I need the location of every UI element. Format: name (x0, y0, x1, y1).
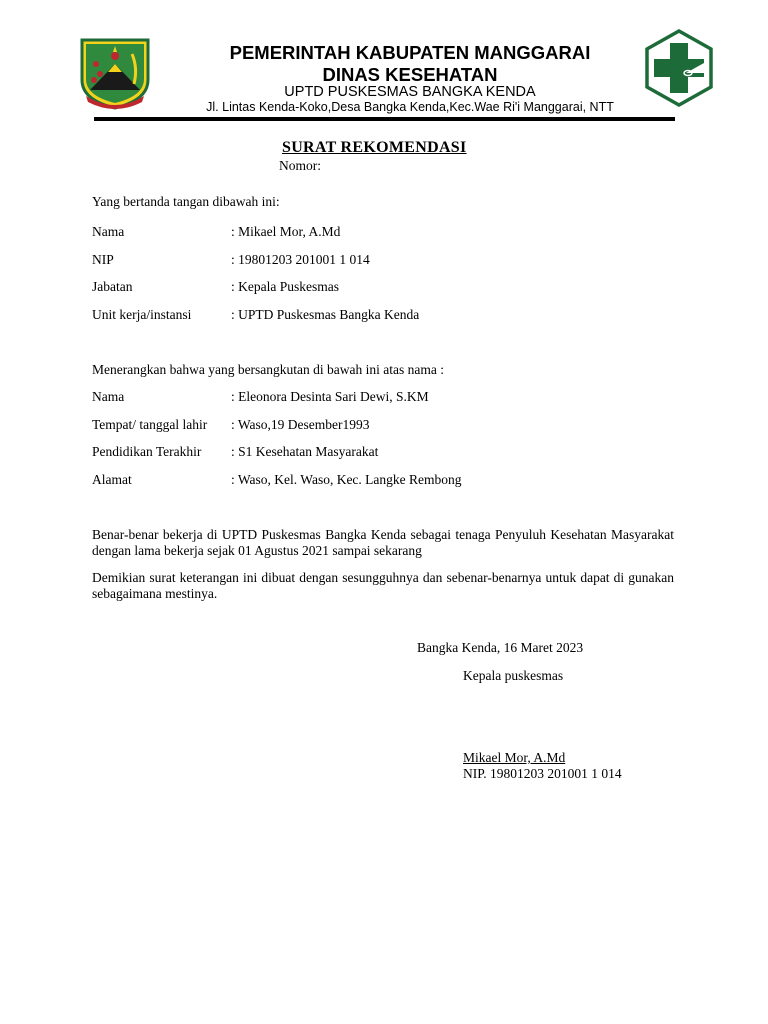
signer-unit-label: Unit kerja/instansi (92, 307, 192, 322)
signer-unit-value: : UPTD Puskesmas Bangka Kenda (231, 307, 420, 322)
signer-position-label: Jabatan (92, 279, 133, 294)
signer-nip-label: NIP (92, 252, 114, 267)
manggarai-regency-emblem-icon (76, 34, 154, 110)
signer-signature-nip: NIP. 19801203 201001 1 014 (463, 766, 622, 781)
signer-name-value: : Mikael Mor, A.Md (231, 224, 341, 239)
letterhead-divider (94, 117, 675, 121)
subject-name-value: : Eleonora Desinta Sari Dewi, S.KM (231, 389, 429, 404)
place-date: Bangka Kenda, 16 Maret 2023 (417, 640, 584, 655)
institution-address: Jl. Lintas Kenda-Koko,Desa Bangka Kenda,Kec.Wae Ri'i Manggarai, NTT (206, 100, 614, 114)
subject-address-label: Alamat (92, 472, 132, 487)
signer-name-label: Nama (92, 224, 125, 239)
department-title: DINAS KESEHATAN (322, 64, 498, 85)
subject-education-label: Pendidikan Terakhir (92, 444, 202, 459)
signer-position-value: : Kepala Puskesmas (231, 279, 339, 294)
letter-title: SURAT REKOMENDASI (282, 139, 467, 156)
institution-title: UPTD PUSKESMAS BANGKA KENDA (284, 84, 536, 100)
subject-intro-text: Menerangkan bahwa yang bersangkutan di bawah ini atas nama : (92, 362, 445, 377)
government-title: PEMERINTAH KABUPATEN MANGGARAI (229, 42, 591, 63)
signer-nip-value: : 19801203 201001 1 014 (231, 252, 370, 267)
closing-statement: Demikian surat keterangan ini dibuat dengan sesungguhnya dan sebenar-benarnya untuk dapat di gunakan sebagaimana mestinya. (92, 570, 674, 601)
employment-statement: Benar-benar bekerja di UPTD Puskesmas Bangka Kenda sebagai tenaga Penyuluh Kesehatan Masyarakat dengan lama bekerja sejak 01 Agustus 2021 sampai sekarang (92, 527, 674, 558)
intro-text: Yang bertanda tangan dibawah ini: (92, 194, 280, 209)
subject-education-value: : S1 Kesehatan Masyarakat (231, 444, 379, 459)
signer-signature-name: Mikael Mor, A.Md (463, 750, 566, 765)
subject-name-label: Nama (92, 389, 125, 404)
subject-birth-value: : Waso,19 Desember1993 (231, 417, 370, 432)
letter-number: Nomor: (279, 158, 321, 173)
subject-address-value: : Waso, Kel. Waso, Kec. Langke Rembong (231, 472, 462, 487)
signer-title: Kepala puskesmas (463, 668, 564, 683)
subject-birth-label: Tempat/ tanggal lahir (92, 417, 208, 432)
